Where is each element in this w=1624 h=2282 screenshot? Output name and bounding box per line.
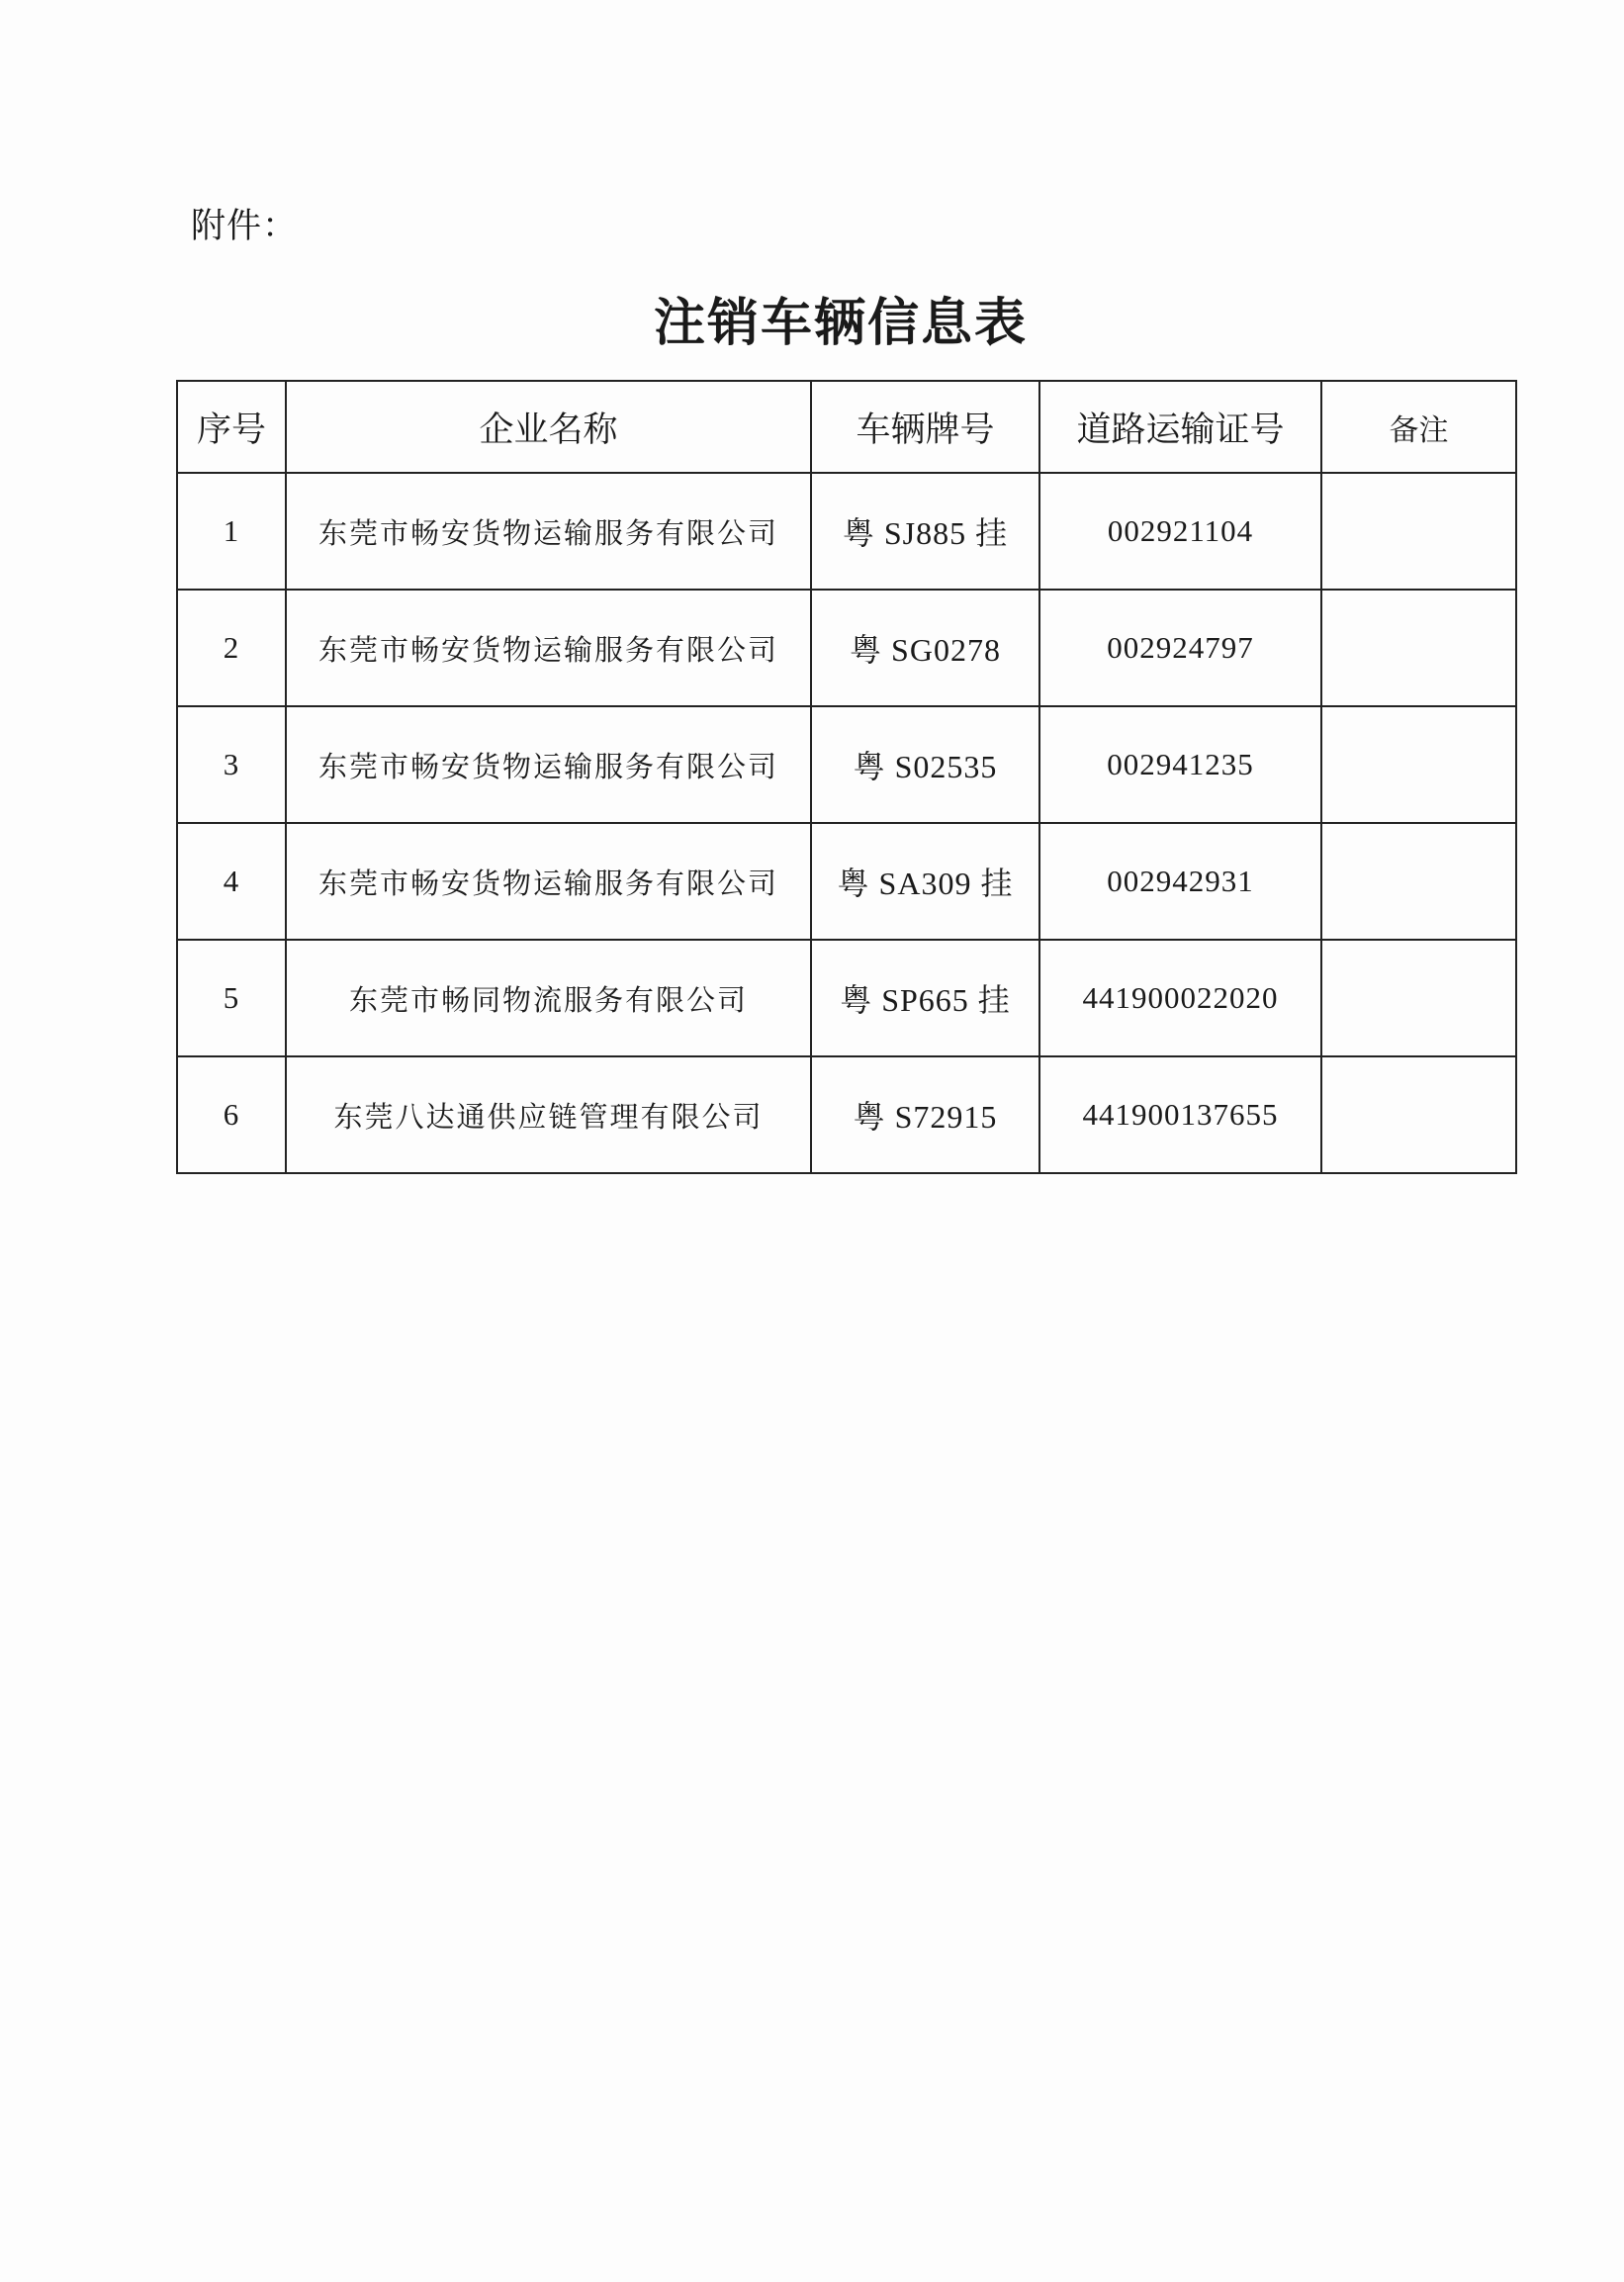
cell-company: 东莞八达通供应链管理有限公司 (286, 1056, 811, 1173)
cell-permit: 002941235 (1039, 706, 1321, 823)
cell-plate: 粤 S72915 (811, 1056, 1039, 1173)
cell-company: 东莞市畅安货物运输服务有限公司 (286, 590, 811, 706)
cell-permit: 441900022020 (1039, 940, 1321, 1056)
header-company: 企业名称 (286, 381, 811, 473)
table-row (177, 473, 1516, 590)
header-seq: 序号 (177, 381, 286, 473)
cell-remark (1321, 706, 1516, 823)
cell-plate: 粤 SG0278 (811, 590, 1039, 706)
cell-plate: 粤 SJ885 挂 (811, 473, 1039, 590)
cell-company: 东莞市畅安货物运输服务有限公司 (286, 823, 811, 940)
cell-permit: 002924797 (1039, 590, 1321, 706)
cell-permit: 441900137655 (1039, 1056, 1321, 1173)
deregistered-vehicle-table (176, 380, 1517, 1174)
cell-plate: 粤 SP665 挂 (811, 940, 1039, 1056)
cell-seq: 6 (177, 1056, 286, 1173)
cell-remark (1321, 823, 1516, 940)
cell-remark (1321, 473, 1516, 590)
cell-company: 东莞市畅同物流服务有限公司 (286, 940, 811, 1056)
cell-permit: 002921104 (1039, 473, 1321, 590)
cell-plate: 粤 SA309 挂 (811, 823, 1039, 940)
header-remark: 备注 (1321, 381, 1516, 473)
table-row (177, 590, 1516, 706)
cell-seq: 4 (177, 823, 286, 940)
cell-plate: 粤 S02535 (811, 706, 1039, 823)
cell-seq: 5 (177, 940, 286, 1056)
attachment-label: 附件： (191, 207, 299, 246)
table-row (177, 1056, 1516, 1173)
document-title: 注销车辆信息表 (653, 293, 1028, 353)
cell-remark (1321, 590, 1516, 706)
cell-seq: 3 (177, 706, 286, 823)
cell-seq: 1 (177, 473, 286, 590)
cell-remark (1321, 1056, 1516, 1173)
table-row (177, 706, 1516, 823)
table-header-row (177, 381, 1516, 473)
cell-remark (1321, 940, 1516, 1056)
cell-permit: 002942931 (1039, 823, 1321, 940)
header-permit: 道路运输证号 (1039, 381, 1321, 473)
cell-seq: 2 (177, 590, 286, 706)
table-row (177, 940, 1516, 1056)
table-row (177, 823, 1516, 940)
cell-company: 东莞市畅安货物运输服务有限公司 (286, 706, 811, 823)
cell-company: 东莞市畅安货物运输服务有限公司 (286, 473, 811, 590)
header-plate: 车辆牌号 (811, 381, 1039, 473)
